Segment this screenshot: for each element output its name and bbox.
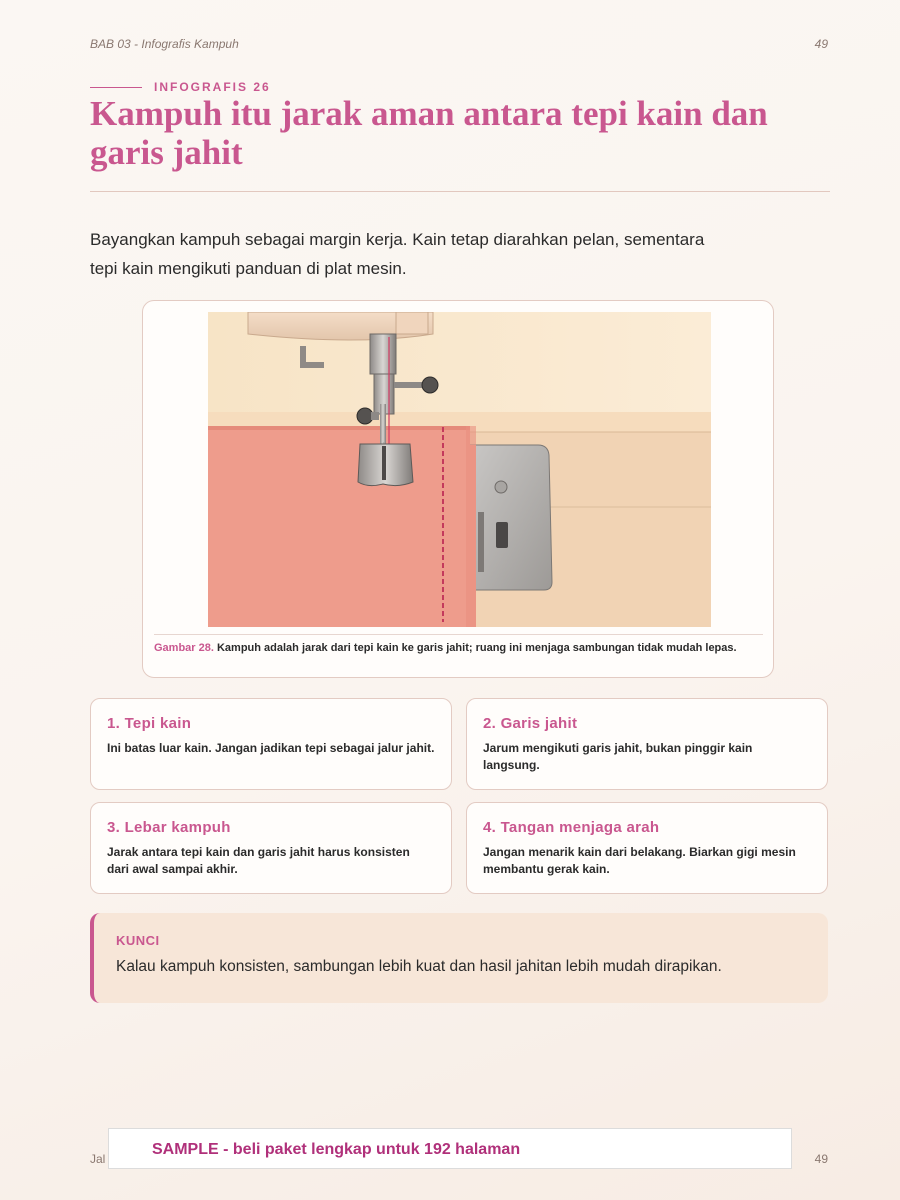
page-title: Kampuh itu jarak aman antara tepi kain dan garis jahit xyxy=(90,94,768,172)
running-header xyxy=(90,37,828,51)
kicker-label: INFOGRAFIS 26 xyxy=(154,80,271,94)
info-card-title: 3. Lebar kampuh xyxy=(107,819,231,836)
caption-divider xyxy=(154,634,763,635)
info-card-text: Jarum mengikuti garis jahit, bukan pinggir kain langsung. xyxy=(483,741,753,772)
footer-page-number: 49 xyxy=(814,1152,828,1166)
key-callout xyxy=(90,913,828,1003)
info-card-text: Jangan menarik kain dari belakang. Biarkan gigi mesin membantu gerak kain. xyxy=(483,845,796,876)
chapter-label: BAB 03 - Infografis Kampuh xyxy=(90,37,239,51)
info-card-tepi-kain xyxy=(90,698,452,790)
info-card-text: Jarak antara tepi kain dan garis jahit harus konsisten dari awal sampai akhir. xyxy=(107,845,410,876)
infographic-kicker xyxy=(90,80,271,94)
key-label: KUNCI xyxy=(116,933,160,948)
title-divider xyxy=(90,191,830,192)
info-card-title: 4. Tangan menjaga arah xyxy=(483,819,660,836)
info-card-lebar-kampuh xyxy=(90,802,452,894)
info-card-title: 2. Garis jahit xyxy=(483,715,578,732)
figure-label: Gambar 28. xyxy=(154,642,214,654)
info-card-text: Ini batas luar kain. Jangan jadikan tepi sebagai jalur jahit. xyxy=(107,741,435,755)
info-card-title: 1. Tepi kain xyxy=(107,715,192,732)
header-page-number: 49 xyxy=(814,37,828,51)
info-card-garis-jahit xyxy=(466,698,828,790)
kicker-rule xyxy=(90,87,142,88)
footer-left-text: Jal xyxy=(90,1152,106,1166)
figure-caption xyxy=(154,641,764,656)
sewing-machine-illustration xyxy=(208,312,711,627)
figure-card xyxy=(142,300,774,678)
info-card-tangan-menjaga-arah xyxy=(466,802,828,894)
sample-banner: SAMPLE - beli paket lengkap untuk 192 halaman xyxy=(108,1128,792,1169)
figure-caption-text: Kampuh adalah jarak dari tepi kain ke garis jahit; ruang ini menjaga sambungan tidak mudah lepas. xyxy=(216,642,737,654)
intro-paragraph: Bayangkan kampuh sebagai margin kerja. Kain tetap diarahkan pelan, sementara tepi kain mengikuti panduan di plat mesin. xyxy=(90,230,705,278)
key-text: Kalau kampuh konsisten, sambungan lebih kuat dan hasil jahitan lebih mudah dirapikan. xyxy=(116,958,722,975)
